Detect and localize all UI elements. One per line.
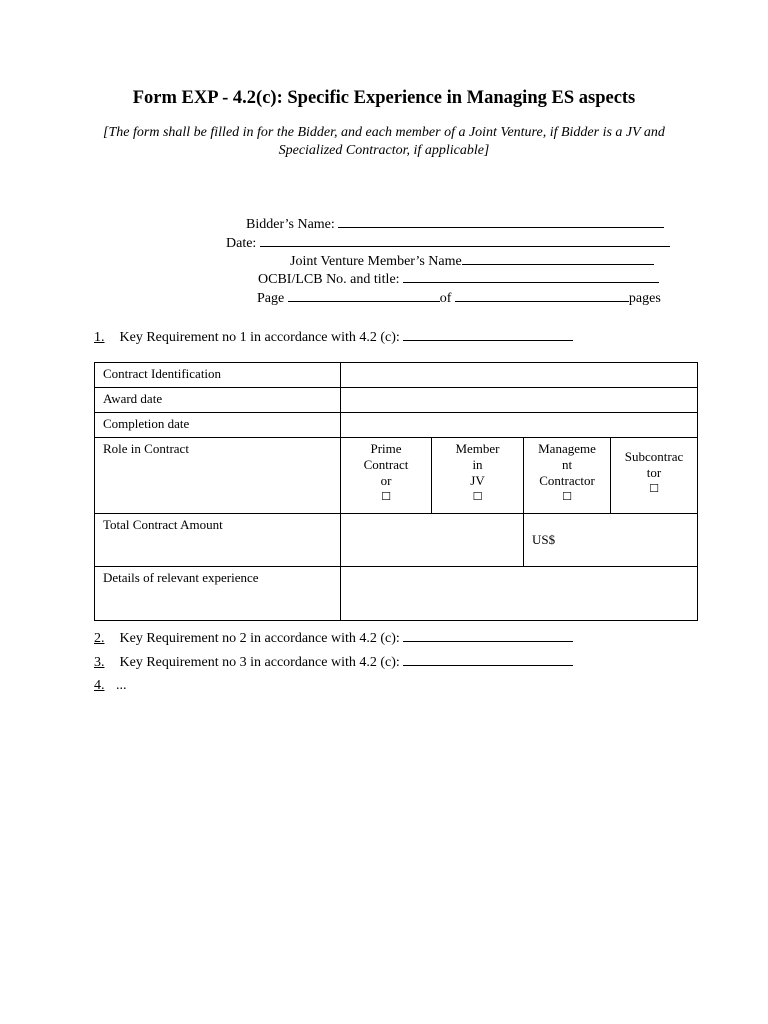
requirement-2-number: 2. (94, 631, 105, 646)
requirement-3-blank[interactable] (403, 651, 573, 666)
of-label: of (439, 291, 452, 306)
role-management-line-1: Manageme (538, 441, 596, 456)
page-row (257, 287, 661, 305)
jv-member-row (290, 250, 654, 268)
completion-date-value[interactable] (341, 413, 698, 438)
form-instructions: [The form shall be filled in for the Bidder, and each member of a Joint Venture, if Bidder is a JV and Specialized Contractor, if applicable] (103, 125, 665, 158)
contract-identification-label: Contract Identification (95, 363, 341, 388)
jv-member-blank[interactable] (462, 250, 654, 265)
subcontractor-checkbox[interactable]: ☐ (649, 482, 659, 495)
bidder-name-label: Bidder’s Name: (246, 217, 335, 232)
role-member-line-1: Member (455, 441, 500, 456)
contract-identification-value[interactable] (341, 363, 698, 388)
role-prime-line-3: or (380, 473, 392, 488)
currency-label: US$ (532, 532, 556, 547)
total-contract-amount-value[interactable] (341, 514, 524, 567)
role-prime-line-1: Prime (370, 441, 402, 456)
role-subcontractor (611, 438, 698, 514)
requirement-1-text: Key Requirement no 1 in accordance with 4.2 (c): (119, 330, 400, 345)
role-in-contract-label: Role in Contract (95, 438, 341, 514)
requirement-2-text: Key Requirement no 2 in accordance with 4.2 (c): (119, 631, 400, 646)
requirement-4 (94, 677, 127, 695)
total-contract-amount-usd[interactable] (524, 514, 698, 567)
date-label: Date: (226, 236, 257, 251)
requirement-4-text: ... (116, 678, 127, 693)
form-title: Form EXP - 4.2(c): Specific Experience in Managing ES aspects (132, 88, 636, 108)
requirement-3 (94, 651, 573, 672)
details-label: Details of relevant experience (95, 567, 341, 621)
page-number-blank[interactable] (288, 287, 440, 302)
requirement-1 (94, 326, 573, 347)
award-date-label: Award date (95, 388, 341, 413)
member-in-jv-checkbox[interactable]: ☐ (472, 490, 483, 503)
table-row (95, 388, 698, 413)
award-date-value[interactable] (341, 388, 698, 413)
requirement-3-text: Key Requirement no 3 in accordance with 4.2 (c): (119, 655, 400, 670)
date-blank[interactable] (260, 232, 670, 247)
role-subcontractor-line-1: Subcontrac (624, 449, 684, 464)
ocbi-row (258, 268, 659, 286)
table-row (95, 363, 698, 388)
prime-contractor-checkbox[interactable]: ☐ (381, 490, 391, 503)
role-member-line-3: JV (470, 473, 485, 488)
management-contractor-checkbox[interactable]: ☐ (562, 490, 572, 503)
bidder-name-row (246, 213, 664, 231)
table-row (95, 567, 698, 621)
jv-member-label: Joint Venture Member’s Name (290, 254, 462, 269)
role-prime-line-2: Contract (363, 457, 409, 472)
role-subcontractor-line-2: tor (646, 465, 662, 480)
role-member-in-jv (432, 438, 524, 514)
total-contract-amount-label: Total Contract Amount (95, 514, 341, 567)
ocbi-blank[interactable] (403, 268, 659, 283)
date-row (226, 232, 670, 250)
requirement-1-blank[interactable] (403, 326, 573, 341)
requirement-2-blank[interactable] (403, 627, 573, 642)
role-member-line-2: in (472, 457, 483, 472)
role-prime-contractor (341, 438, 432, 514)
completion-date-label: Completion date (95, 413, 341, 438)
experience-table (94, 362, 698, 621)
ocbi-label: OCBI/LCB No. and title: (258, 272, 400, 287)
role-management-contractor (524, 438, 611, 514)
requirement-3-number: 3. (94, 655, 105, 670)
requirement-2 (94, 627, 573, 648)
requirement-1-number: 1. (94, 330, 105, 345)
table-row (95, 413, 698, 438)
bidder-name-blank[interactable] (338, 213, 664, 228)
table-row (95, 514, 698, 567)
pages-label: pages (628, 291, 661, 306)
page-total-blank[interactable] (455, 287, 629, 302)
role-management-line-3: Contractor (539, 473, 595, 488)
page-label: Page (257, 291, 285, 306)
table-row (95, 438, 698, 514)
role-management-line-2: nt (561, 457, 573, 472)
details-value[interactable] (341, 567, 698, 621)
requirement-4-number: 4. (94, 678, 105, 693)
